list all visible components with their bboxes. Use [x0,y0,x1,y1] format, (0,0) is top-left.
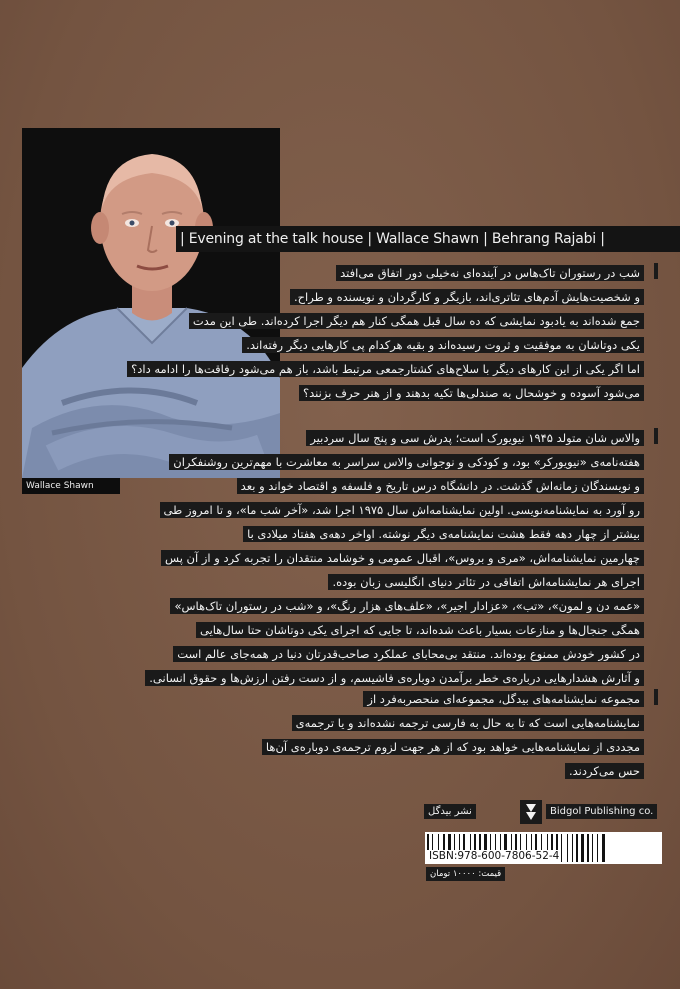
barcode-bar [574,834,575,862]
bio-line: اجرای هر نمایشنامه‌اش اتفاقی در تئاتر دنیای انگلیسی زبان بوده. [328,574,644,590]
barcode-bar [569,834,571,862]
bio-line: هفته‌نامه‌ی «نیویورکر» بود، و کودکی و نوجوانی والاس سراسر به معاشرت با مهم‌ترین روشنفکران [169,454,644,470]
synopsis-line: می‌شود آسوده و خوشحال به صندلی‌ها تکیه بدهند و از هنر حرف بزنند؟ [299,385,644,401]
paragraph-marker [654,689,658,705]
isbn-number: ISBN:978-600-7806-52-4 [429,850,560,862]
bio-line: بیشتر از چهار دهه فقط هشت نمایشنامه‌ی دیگر نوشته. اواخر دهه‌ی هفتاد میلادی با [243,526,644,542]
barcode-bar [572,834,573,862]
bio-line: همگی جنجال‌ها و منازعات بسیار باعث شده‌اند، تا جایی که اجرای یکی دوتاشان حتا سال‌هایی [196,622,644,638]
bio-line: والاس شان متولد ۱۹۴۵ نیویورک است؛ پدرش سی و پنج سال سردبیر [306,430,644,446]
barcode-bar [567,834,568,862]
barcode-bar [599,834,601,862]
synopsis-line: یکی دوتاشان به موفقیت و ثروت رسیده‌اند و بقیه هرکدام پی کارهایی دیگر رفته‌اند. [242,337,644,353]
series-line: مجموعه نمایشنامه‌های بیدگل، مجموعه‌ای منحصربه‌فرد از [363,691,644,707]
bio-line: و آثارش هشدارهایی درباره‌ی خطر برآمدن دوباره‌ی فاشیسم، و از دست رفتن ارزش‌ها و حقوق انسانی. [145,670,644,686]
paragraph-marker [654,263,658,279]
bio-line: و نویسندگان زمانه‌اش گذشت. در دانشگاه درس تاریخ و فلسفه و اقتصاد خواند و بعد [237,478,644,494]
barcode-bar [587,834,589,862]
publisher-name-fa: نشر بیدگل [424,804,476,819]
barcode-bar [606,834,607,862]
author-bio-paragraph [145,427,644,691]
photo-caption: Wallace Shawn [22,478,120,494]
bio-line: چهارمین نمایشنامه‌اش، «مری و بروس»، اقبال عمومی و خوشامد منتقدان را تجربه کرد و از آن پس [161,550,644,566]
series-line: حس می‌کردند. [565,763,644,779]
synopsis-line: شب در رستوران تاک‌هاس در آینده‌ای نه‌خیلی دور اتفاق می‌افتد [336,265,644,281]
barcode-bar [590,834,591,862]
bio-line: رو آورد به نمایشنامه‌نویسی. اولین نمایشنامه‌اش سال ۱۹۷۵ اجرا شد، «آخر شب ما»، و تا امروز طی [160,502,644,518]
barcode-bar [597,834,598,862]
price-label: قیمت: ۱۰۰۰۰ تومان [426,867,505,881]
synopsis-paragraph [127,262,644,406]
synopsis-line: اما اگر یکی از این کارهای دیگر با سلاح‌های کشتارجمعی مرتبط باشد، باز هم می‌شود رفاقت‌ها را ادامه داد؟ [127,361,644,377]
barcode-bar [576,834,578,862]
barcode-bar [585,834,586,862]
bio-line: «عمه دن و لمون»، «تب»، «عزادار اجیر»، «علف‌های هزار رنگ»، و «شب در رستوران تاک‌هاس» [170,598,644,614]
barcode-bar [581,834,584,862]
synopsis-line: و شخصیت‌هایش آدم‌های تئاتری‌اند، بازیگر و کارگردان و نویسنده و طراح. [290,289,644,305]
synopsis-line: جمع شده‌اند به یادبود نمایشی که ده سال قبل همگی کنار هم دیگر اجرا کرده‌اند. طی این مدت [189,313,644,329]
barcode-bar [579,834,580,862]
bio-line: در کشور خودش ممنوع بوده‌اند. منتقد بی‌محابای عملکرد صاحب‌قدرتان دنیا در همه‌جای عالم است [173,646,644,662]
barcode-bar [602,834,605,862]
barcode-bar [563,834,566,862]
barcode-bar [594,834,596,862]
barcode-bar [592,834,593,862]
series-line: مجددی از نمایشنامه‌هایی خواهد بود که از هر جهت لزوم ترجمه‌ی دوباره‌ی آن‌ها [262,739,644,755]
series-paragraph [262,688,644,784]
series-line: نمایشنامه‌هایی است که تا به حال به فارسی ترجمه نشده‌اند و یا ترجمه‌ی [292,715,644,731]
bidgol-logo-icon [520,800,542,824]
title-bar: | Evening at the talk house | Wallace Shawn | Behrang Rajabi | [176,226,680,252]
publisher-name-en: Bidgol Publishing co. [546,804,657,819]
paragraph-marker [654,428,658,444]
